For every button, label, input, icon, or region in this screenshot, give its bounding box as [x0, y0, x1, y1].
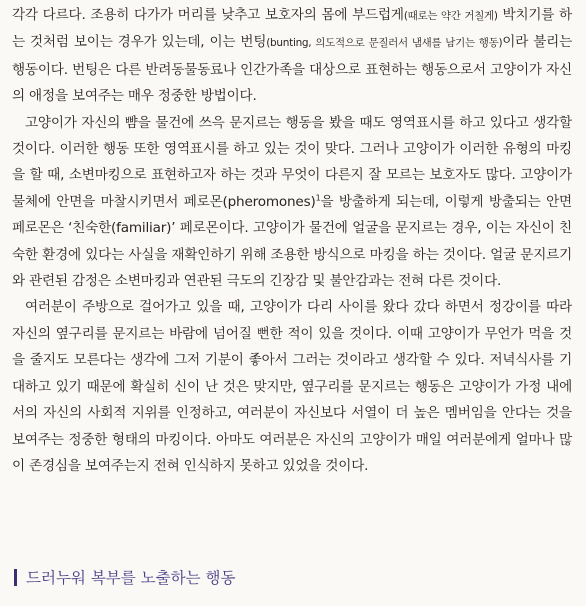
section-heading — [14, 566, 235, 588]
heading-bar — [14, 569, 17, 586]
inline-note: (때로는 약간 거칠게) — [403, 10, 498, 22]
footnote-marker: 1 — [315, 193, 321, 203]
section-heading-text: 드러누워 복부를 노출하는 행동 — [26, 569, 236, 587]
body-text — [12, 2, 572, 479]
paragraph-flank-rubbing: 여러분이 주방으로 걸어가고 있을 때, 고양이가 다리 사이를 왔다 갔다 하면서 정강이를 따라 자신의 옆구리를 문지르는 바람에 넘어질 뻔한 적이 있을 것이다. 이때 고양이가 무언가 먹을 것을 줄지도 모른다는 생각에 그저 기분이 좋아서 그러는 것이라고 생각할 수 있다. 저녁식사를 기대하고 있기 때문에 확실히 신이 난 것은 맞지만, 옆구리를 문지르는 행동은 고양이가 가정 내에서의 자신의 사회적 지위를 인정하고, 여러분이 자신보다 서열이 더 높은 멤버임을 안다는 것을 보여주는 정중한 형태의 마킹이다. 아마도 여러분은 자신의 고양이가 매일 여러분에게 얼마나 많이 존경심을 보여주는지 전혀 인식하지 못하고 있었을 것이다. — [12, 299, 572, 474]
inline-note: (bunting, 의도적으로 문질러서 냄새를 남기는 행동) — [266, 37, 503, 50]
paragraph-bunting: 각각 다르다. 조용히 다가가 머리를 낮추고 보호자의 몸에 부드럽게(때로는 약간 거칠게) 박치기를 하는 것처럼 보이는 경우가 있는데, 이는 번팅(bunting, 의도적으로 문질러서 냄새를 남기는 행동)이라 불리는 행동이다. 번팅은 다른 반려동물동료나 인간가족을 대상으로 표현하는 행동으로서 고양이가 자신의 애정을 보여주는 매우 정중한 방법이다. — [12, 7, 573, 105]
paragraph-face-rubbing: 고양이가 자신의 뺨을 물건에 쓰윽 문지르는 행동을 봤을 때도 영역표시를 하고 있다고 생각할 것이다. 이러한 행동 또한 영역표시를 하고 있는 것이 맞다. 그러나 고양이가 이러한 유형의 마킹을 할 때, 소변마킹으로 표현하고자 하는 것과 무엇이 다른지 잘 모르는 보호자도 많다. 고양이가 물체에 안면을 마찰시키면서 페로몬(pheromones)$^1$을 방출하게 되는데, 이렇게 방출되는 안면페로몬은 ‘친숙한(familiar)’ 페로몬이다. 고양이가 물건에 얼굴을 문지르는 경우, 이는 자신이 친숙한 환경에 있다는 사실을 재확인하기 위해 조용한 방식으로 마킹을 하는 것이다. 얼굴 문지르기와 관련된 감정은 소변마킹과 연관된 극도의 긴장감 및 불안감과는 전혀 다른 것이다. — [12, 114, 572, 290]
